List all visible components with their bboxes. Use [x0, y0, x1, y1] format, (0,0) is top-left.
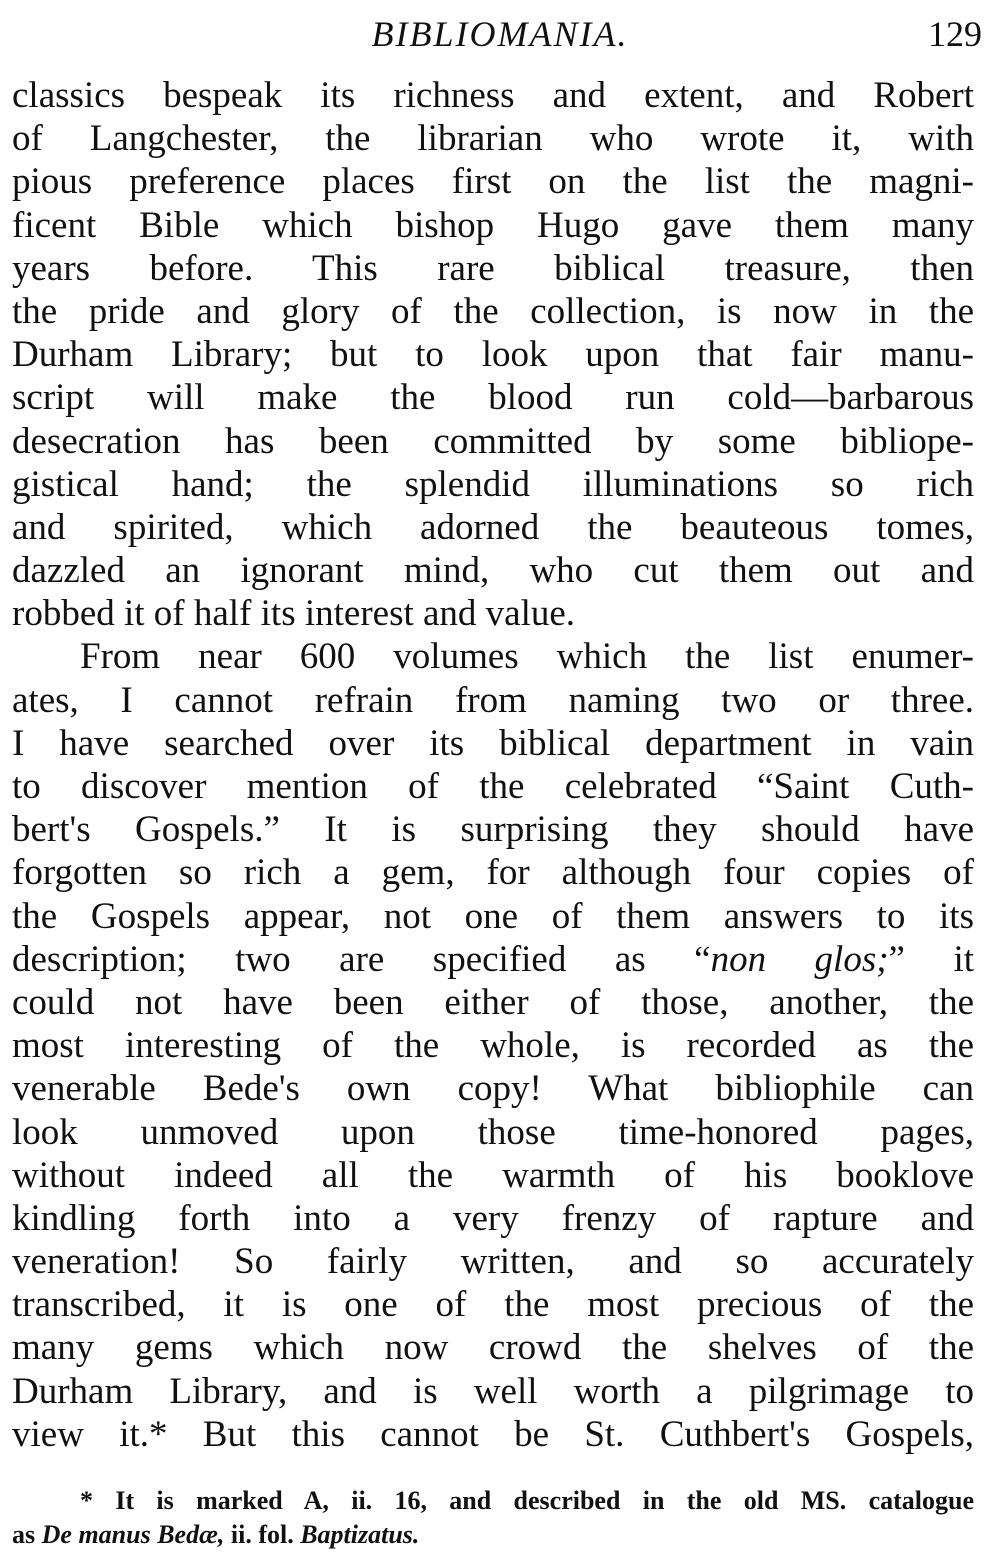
text-line: years before. This rare biblical treasure, then — [12, 247, 974, 289]
text-line: script will make the blood run cold—barbarous — [12, 377, 974, 419]
running-title: BIBLIOMANIA. — [371, 14, 629, 54]
text-segment: ii. fol. — [224, 1520, 301, 1549]
text-line: pious preference places first on the list the magni- — [12, 161, 974, 203]
text-line: without indeed all the warmth of his booklove — [12, 1154, 974, 1196]
text-line: to discover mention of the celebrated “Saint Cuth- — [12, 766, 974, 807]
running-head — [0, 10, 1000, 60]
text-line: gistical hand; the splendid illuminations so rich — [12, 463, 974, 505]
text-line: and spirited, which adorned the beauteous tomes, — [12, 506, 974, 548]
footnote — [12, 1484, 974, 1552]
text-line: of Langchester, the librarian who wrote it, with — [12, 118, 974, 160]
text-line: many gems which now crowd the shelves of the — [12, 1327, 974, 1369]
text-line: desecration has been committed by some bibliope- — [12, 420, 974, 462]
text-line: transcribed, it is one of the most precious of the — [12, 1284, 974, 1326]
italic-phrase: De manus Bedæ, — [41, 1520, 225, 1549]
text-line: forgotten so rich a gem, for although four copies of — [12, 852, 974, 894]
text-line: dazzled an ignorant mind, who cut them out and — [12, 550, 974, 592]
text-line: Durham Library; but to look upon that fair manu- — [12, 334, 974, 376]
text-line: robbed it of half its interest and value. — [12, 593, 576, 635]
text-line: kindling forth into a very frenzy of rapture and — [12, 1197, 974, 1239]
text-line: veneration! So fairly written, and so accurately — [12, 1241, 974, 1283]
text-line: bert's Gospels.” It is surprising they should have — [12, 809, 974, 851]
body-text — [12, 74, 974, 1456]
text-line: classics bespeak its richness and extent, and Robert — [12, 75, 974, 116]
footnote-line-mixed — [12, 1518, 974, 1552]
text-line-mixed — [12, 938, 974, 981]
text-line: could not have been either of those, another, the — [12, 981, 974, 1023]
text-line: look unmoved upon those time-honored pages, — [12, 1111, 974, 1153]
text-segment: as — [12, 1520, 42, 1549]
text-line: From near 600 volumes which the list enumer- — [80, 636, 974, 678]
italic-phrase: Baptizatus. — [300, 1520, 420, 1549]
text-line: view it.* But this cannot be St. Cuthbert's Gospels, — [12, 1413, 974, 1455]
text-segment: ” it — [888, 938, 974, 980]
text-line: most interesting of the whole, is recorded as the — [12, 1025, 974, 1067]
text-segment: description; two are specified as “ — [12, 938, 711, 980]
text-line: venerable Bede's own copy! What bibliophile can — [12, 1068, 974, 1110]
text-line: ates, I cannot refrain from naming two or three. — [12, 679, 974, 721]
text-line: the pride and glory of the collection, is now in the — [12, 290, 974, 332]
page-number: 129 — [928, 14, 982, 54]
footnote-line: * It is marked A, ii. 16, and described in the old MS. catalogue — [80, 1486, 974, 1515]
italic-phrase: non glos; — [710, 938, 889, 980]
text-line: ficent Bible which bishop Hugo gave them many — [12, 204, 974, 246]
text-line: I have searched over its biblical department in vain — [12, 722, 974, 764]
text-line: the Gospels appear, not one of them answers to its — [12, 895, 974, 937]
text-line: Durham Library, and is well worth a pilgrimage to — [12, 1370, 974, 1412]
